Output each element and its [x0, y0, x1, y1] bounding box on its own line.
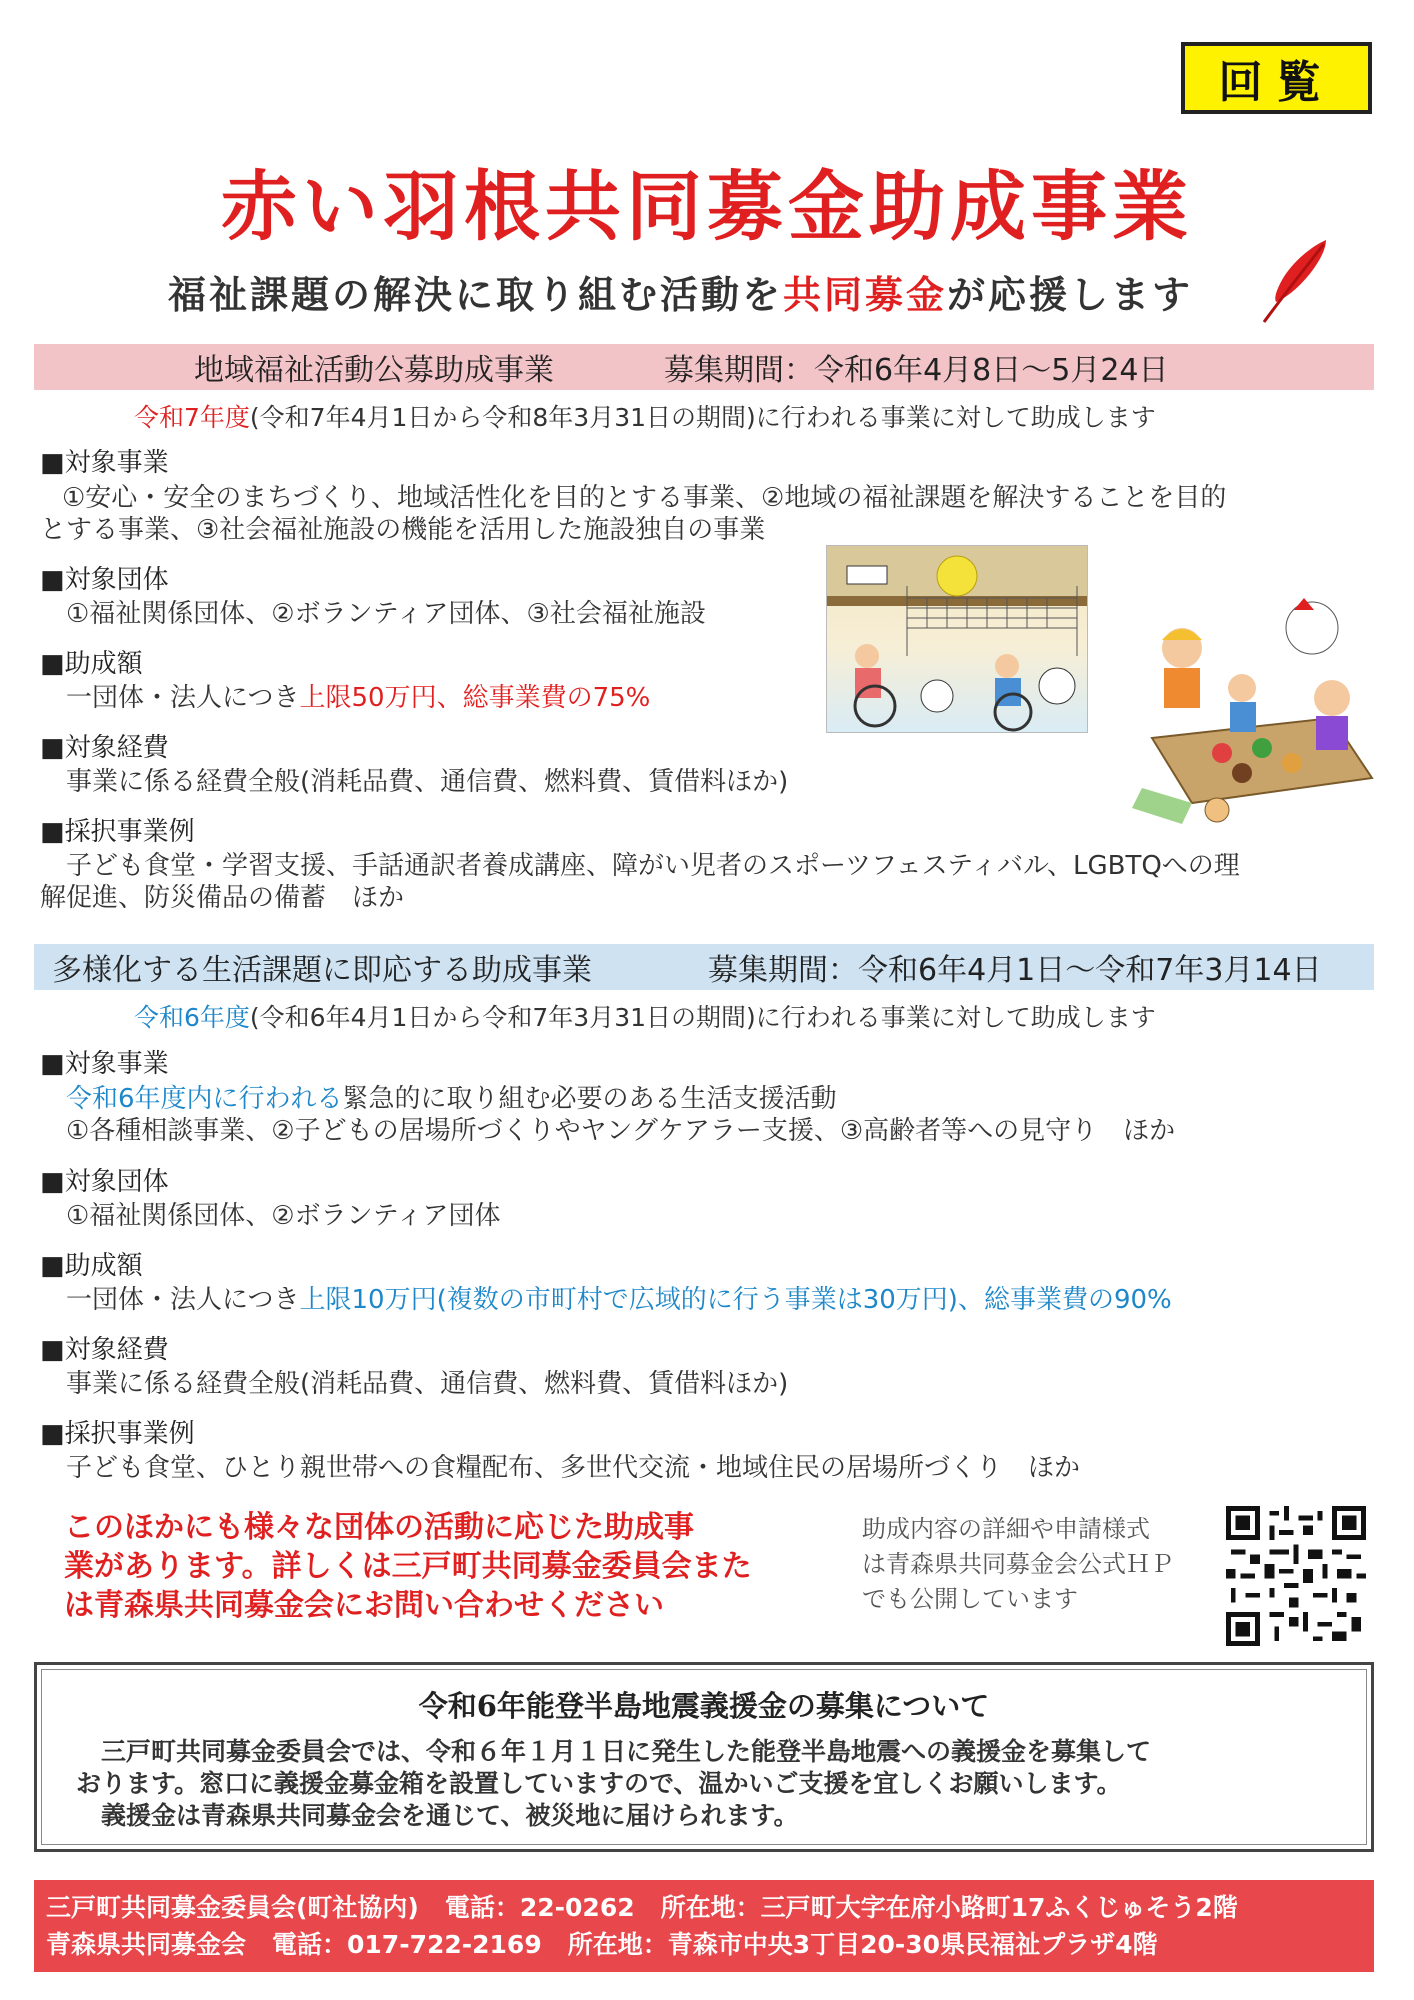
section1-amount-sep: 、	[436, 683, 463, 713]
red-feather-icon	[1252, 236, 1334, 326]
section2-target-line2: ①各種相談事業、②子どもの居場所づくりやヤングケアラー支援、③高齢者等への見守り ほか	[66, 1116, 1176, 1146]
section2-amount	[66, 1279, 1172, 1316]
section1-groups: ①福祉関係団体、②ボランティア団体、③社会福祉施設	[66, 599, 706, 629]
section1-amount-limit: 上限50万円	[299, 683, 437, 713]
section2-heading-expense: ■対象経費	[40, 1335, 169, 1365]
earthquake-donation-body	[76, 1736, 1356, 1832]
section2-heading-target: ■対象事業	[40, 1049, 169, 1079]
section2-intro-year: 令和6年度	[134, 1003, 250, 1032]
wheelchair-sports-illustration	[826, 545, 1088, 733]
section1-amount-pre: 一団体・法人につき	[66, 683, 300, 713]
section1-heading-groups: ■対象団体	[40, 565, 169, 595]
section1-band-name: 地域福祉活動公募助成事業	[194, 353, 554, 388]
website-notice-line3: でも公開しています	[862, 1585, 1078, 1613]
section1-intro-rest: (令和7年4月1日から令和8年3月31日の期間)に行われる事業に対して助成します	[249, 403, 1156, 432]
section1-expense: 事業に係る経費全般(消耗品費、通信費、燃料費、賃借料ほか)	[66, 767, 789, 797]
earthquake-donation-line2: おります。窓口に義援金募金箱を設置していますので、温かいご支援を宜しくお願いします。	[76, 1769, 1122, 1798]
contact-notice	[64, 1508, 834, 1625]
section2-heading-examples: ■採択事業例	[40, 1419, 195, 1449]
section1-heading-examples: ■採択事業例	[40, 817, 195, 847]
contact-notice-line3: は青森県共同募金会にお問い合わせください	[64, 1588, 664, 1623]
earthquake-donation-title: 令和6年能登半島地震義援金の募集について	[418, 1689, 990, 1723]
subtitle-pre: 福祉課題の解決に取り組む活動を	[168, 273, 784, 317]
contact-notice-line1: このほかにも様々な団体の活動に応じた助成事	[64, 1510, 694, 1545]
section1-band	[34, 344, 1374, 390]
section2-target-highlight: 令和6年度内に行われる	[66, 1084, 343, 1114]
subtitle-highlight: 共同募金	[783, 273, 948, 317]
section1-target-line2: とする事業、③社会福祉施設の機能を活用した施設独自の事業	[40, 515, 766, 545]
footer-tel1[interactable]: 電話：22-0262	[444, 1893, 635, 1922]
circulation-badge: 回覧	[1181, 42, 1372, 114]
footer-org2: 青森県共同募金会	[46, 1930, 247, 1959]
section1-examples-line2: 解促進、防災備品の備蓄 ほか	[40, 883, 405, 913]
website-notice-line2: は青森県共同募金会公式ＨＰ	[862, 1550, 1174, 1578]
subtitle-post: が応援します	[947, 273, 1194, 317]
section1-examples-line1: 子ども食堂・学習支援、手話通訳者養成講座、障がい児者のスポーツフェスティバル、LGBTQへの理	[66, 851, 1240, 881]
section2-examples: 子ども食堂、ひとり親世帯への食糧配布、多世代交流・地域住民の居場所づくり ほか	[66, 1453, 1081, 1483]
section2-band-name: 多様化する生活課題に即応する助成事業	[52, 953, 592, 988]
contact-notice-line2: 業があります。詳しくは三戸町共同募金委員会また	[64, 1549, 752, 1584]
section1-target-line1: ①安心・安全のまちづくり、地域活性化を目的とする事業、②地域の福祉課題を解決することを目的	[62, 483, 1227, 513]
section1-intro-year: 令和7年度	[134, 403, 250, 432]
contact-footer	[34, 1880, 1374, 1972]
footer-tel2[interactable]: 電話：017-722-2169	[272, 1930, 542, 1959]
website-notice-line1: 助成内容の詳細や申請様式	[862, 1515, 1150, 1543]
footer-org1: 三戸町共同募金委員会(町社協内)	[46, 1893, 419, 1922]
earthquake-donation-line3: 義援金は青森県共同募金会を通じて、被災地に届けられます。	[76, 1801, 799, 1830]
section2-expense: 事業に係る経費全般(消耗品費、通信費、燃料費、賃借料ほか)	[66, 1369, 789, 1399]
earthquake-donation-line1: 三戸町共同募金委員会では、令和６年１月１日に発生した能登半島地震への義援金を募集して	[76, 1737, 1152, 1766]
section1-heading-expense: ■対象経費	[40, 733, 169, 763]
footer-addr2: 所在地：青森市中央3丁目20-30県民福祉プラザ4階	[567, 1930, 1158, 1959]
section2-intro	[134, 998, 1156, 1034]
section2-groups: ①福祉関係団体、②ボランティア団体	[66, 1201, 501, 1231]
page-title: 赤い羽根共同募金助成事業	[221, 162, 1193, 251]
section2-intro-rest: (令和6年4月1日から令和7年3月31日の期間)に行われる事業に対して助成します	[249, 1003, 1156, 1032]
kids-dining-illustration	[1132, 588, 1376, 824]
page-subtitle	[168, 264, 1193, 319]
section1-heading-target: ■対象事業	[40, 448, 169, 478]
section1-band-period: 募集期間：令和6年4月8日～5月24日	[664, 353, 1169, 388]
section2-amount-limit: 上限10万円(複数の市町村で広域的に行う事業は30万円)	[299, 1285, 958, 1315]
section2-heading-groups: ■対象団体	[40, 1167, 169, 1197]
earthquake-donation-box-inner	[41, 1669, 1367, 1845]
footer-addr1: 所在地：三戸町大字在府小路町17ふくじゅそう2階	[660, 1893, 1238, 1922]
website-notice	[862, 1512, 1222, 1617]
footer-row-aomori	[46, 1926, 1362, 1963]
section2-amount-pre: 一団体・法人につき	[66, 1285, 300, 1315]
section1-amount-ratio: 総事業費の75%	[462, 683, 651, 713]
section2-band	[34, 944, 1374, 990]
qr-code[interactable]	[1226, 1506, 1366, 1646]
section2-amount-ratio: 総事業費の90%	[983, 1285, 1172, 1315]
section1-heading-amount: ■助成額	[40, 649, 143, 679]
section2-band-period: 募集期間：令和6年4月1日～令和7年3月14日	[708, 953, 1322, 988]
section2-target-rest: 緊急的に取り組む必要のある生活支援活動	[342, 1084, 837, 1114]
earthquake-donation-box	[34, 1662, 1374, 1852]
section2-heading-amount: ■助成額	[40, 1251, 143, 1281]
section1-amount	[66, 677, 650, 714]
section1-intro	[134, 398, 1156, 434]
footer-row-sannohe	[46, 1889, 1362, 1926]
section2-amount-sep: 、	[957, 1285, 984, 1315]
